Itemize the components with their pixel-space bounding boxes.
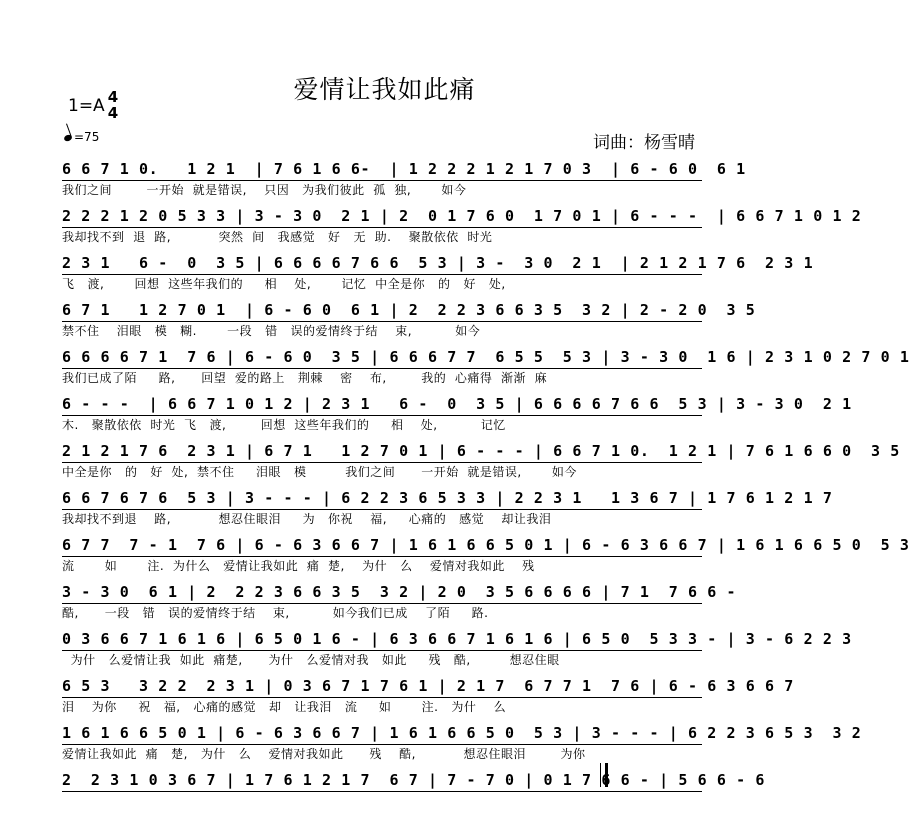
lyrics-line: 我们已成了陌 路, 回望 爱的路上 荆棘 密 布, 我的 心痛得 渐渐 麻 <box>62 371 548 385</box>
lyrics-line: 飞 渡, 回想 这些年我们的 相 处, 记忆 中全是你 的 好 处, <box>62 277 506 291</box>
score-system <box>62 722 862 763</box>
lyrics-line: 泪 为你 祝 福, 心痛的感觉 却 让我泪 流 如 注. 为什 么 <box>62 700 507 714</box>
notation-line: 6 6 7 6 7 6 5 3 | 3 - - - | 6 2 2 3 6 5 3 3 | 2 2 3 1 1 3 6 7 | 1 7 6 1 2 1 7 <box>62 487 702 510</box>
lyrics-line <box>62 792 702 810</box>
lyrics-line: 酷, 一段 错 误的爱情终于结 束, 如今我们已成 了陌 路. <box>62 606 489 620</box>
lyrics-line: 爱情让我如此 痛 楚, 为什 么 爱情对我如此 残 酷, 想忍住眼泪 为你 <box>62 747 586 761</box>
notation-line: 0 3 6 6 7 1 6 1 6 | 6 5 0 1 6 - | 6 3 6 6 7 1 6 1 6 | 6 5 0 5 3 3 - | 3 - 6 2 2 3 <box>62 628 702 651</box>
score-system <box>62 205 862 246</box>
score-system <box>62 440 900 481</box>
song-credits: 词曲：杨雪晴 <box>593 133 695 153</box>
score-system <box>62 393 852 434</box>
lyrics-line: 流 如 注. 为什么 爱情让我如此 痛 楚, 为什 么 爱情对我如此 残 <box>62 559 535 573</box>
quarter-note-icon <box>63 134 73 142</box>
time-signature <box>106 89 120 121</box>
notation-line: 6 7 1 1 2 7 0 1 | 6 - 6 0 6 1 | 2 2 2 3 6 6 3 5 3 2 | 2 - 2 0 3 5 <box>62 299 702 322</box>
tempo-marking <box>64 130 99 144</box>
notation-line: 2 2 3 1 0 3 6 7 | 1 7 6 1 2 1 7 6 7 | 7 - 7 0 | 0 1 7 6 6 - | 5 6 6 - 6 <box>62 769 702 792</box>
notation-line: 2 2 2 1 2 0 5 3 3 | 3 - 3 0 2 1 | 2 0 1 7 6 0 1 7 0 1 | 6 - - - | 6 6 7 1 0 1 2 <box>62 205 702 228</box>
score-system <box>62 534 910 575</box>
score-system <box>62 581 737 622</box>
score-system <box>62 487 833 528</box>
notation-line: 6 6 7 1 0. 1 2 1 | 7 6 1 6 6- | 1 2 2 2 1 2 1 7 0 3 | 6 - 6 0 6 1 <box>62 158 702 181</box>
notation-line: 2 1 2 1 7 6 2 3 1 | 6 7 1 1 2 7 0 1 | 6 - - - | 6 6 7 1 0. 1 2 1 | 7 6 1 6 6 0 3 5 <box>62 440 702 463</box>
key-signature: 1=A <box>68 96 105 116</box>
lyrics-line: 我却找不到退 路, 想忍住眼泪 为 你祝 福, 心痛的 感觉 却让我泪 <box>62 512 552 526</box>
notation-line: 1 6 1 6 6 5 0 1 | 6 - 6 3 6 6 7 | 1 6 1 6 6 5 0 5 3 | 3 - - - | 6 2 2 3 6 5 3 3 2 <box>62 722 702 745</box>
meter-bottom: 4 <box>107 104 119 122</box>
lyrics-line: 为什 么爱情让我 如此 痛楚, 为什 么爱情对我 如此 残 酷, 想忍住眼 <box>62 653 560 667</box>
score-system <box>62 158 746 199</box>
meter-top: 4 <box>107 88 119 106</box>
score-system <box>62 675 794 716</box>
score-system <box>62 346 910 387</box>
lyrics-line: 木. 聚散依依 时光 飞 渡, 回想 这些年我们的 相 处, 记忆 <box>62 418 506 432</box>
song-title: 爱情让我如此痛 <box>293 75 476 104</box>
lyrics-line: 禁不住 泪眼 模 糊. 一段 错 误的爱情终于结 束, 如今 <box>62 324 481 338</box>
score-system <box>62 252 814 293</box>
notation-line: 6 6 6 6 7 1 7 6 | 6 - 6 0 3 5 | 6 6 6 7 7 6 5 5 5 3 | 3 - 3 0 1 6 | 2 3 1 0 2 7 0 1 <box>62 346 702 369</box>
notation-line: 6 5 3 3 2 2 2 3 1 | 0 3 6 7 1 7 6 1 | 2 1 7 6 7 7 1 7 6 | 6 - 6 3 6 6 7 <box>62 675 702 698</box>
lyrics-line: 我却找不到 退 路, 突然 间 我感觉 好 无 助. 聚散依依 时光 <box>62 230 493 244</box>
notation-line: 2 3 1 6 - 0 3 5 | 6 6 6 6 7 6 6 5 3 | 3 - 3 0 2 1 | 2 1 2 1 7 6 2 3 1 <box>62 252 702 275</box>
score-system <box>62 628 852 669</box>
final-barline <box>600 763 608 787</box>
lyrics-line: 我们之间 一开始 就是错误, 只因 为我们彼此 孤 独, 如今 <box>62 183 467 197</box>
lyrics-line: 中全是你 的 好 处, 禁不住 泪眼 模 我们之间 一开始 就是错误, 如今 <box>62 465 577 479</box>
notation-line: 3 - 3 0 6 1 | 2 2 2 3 6 6 3 5 3 2 | 2 0 3 5 6 6 6 6 | 7 1 7 6 6 - <box>62 581 702 604</box>
tempo-value: =75 <box>74 130 100 144</box>
score-system <box>62 299 756 340</box>
notation-line: 6 7 7 7 - 1 7 6 | 6 - 6 3 6 6 7 | 1 6 1 6 6 5 0 1 | 6 - 6 3 6 6 7 | 1 6 1 6 6 5 0 5 3 <box>62 534 702 557</box>
notation-line: 6 - - - | 6 6 7 1 0 1 2 | 2 3 1 6 - 0 3 5 | 6 6 6 6 7 6 6 5 3 | 3 - 3 0 2 1 <box>62 393 702 416</box>
